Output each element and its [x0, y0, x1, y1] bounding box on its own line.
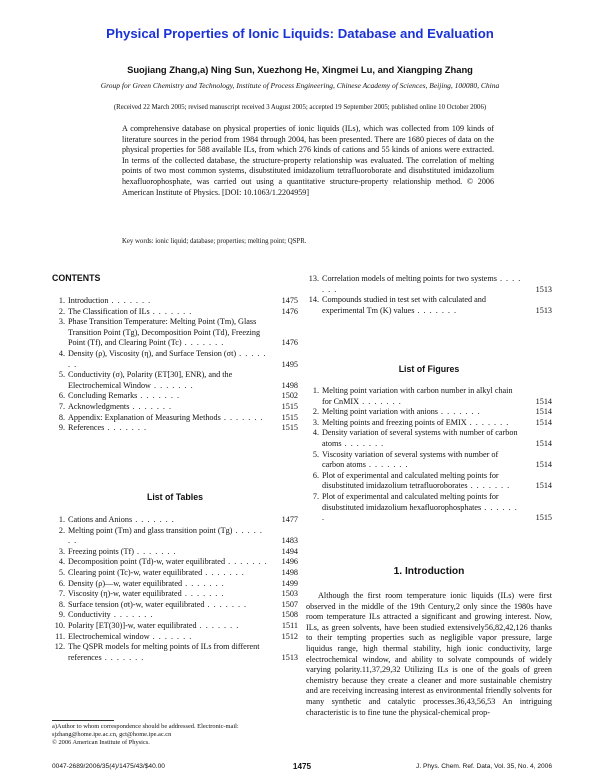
entry-number: 3.: [58, 317, 65, 327]
entry-title: Acknowledgments: [68, 401, 130, 411]
entry-number: 5.: [312, 449, 319, 459]
entry-page: 1512: [281, 631, 298, 641]
dot-leader: . . . . . . .: [322, 274, 522, 294]
entry-page: 1498: [281, 380, 298, 390]
entry-page: 1515: [281, 401, 298, 411]
toc-entry: [52, 349, 298, 370]
entry-page: 1513: [535, 305, 552, 315]
entry-number: 3.: [58, 546, 65, 556]
entry-page: 1514: [535, 481, 552, 491]
entry-title: Melting points and freezing points of EMIX: [322, 417, 467, 427]
dot-leader: . . . . . . .: [132, 515, 175, 524]
toc-entry: [52, 515, 298, 526]
entry-title: Cations and Anions: [68, 515, 133, 524]
entry-title: Melting point (Tm) and glass transition point (Tg): [68, 525, 233, 535]
footer-doi-code: 0047-2689/2006/35(4)/1475/43/$40.00: [52, 763, 165, 770]
entry-number: 7.: [312, 491, 319, 501]
entry-number: 6.: [58, 391, 65, 401]
entry-page: 1514: [535, 396, 552, 406]
author-list: Suojiang Zhang,a) Ning Sun, Xuezhong He, Xingmei Lu, and Xiangping Zhang: [127, 64, 473, 75]
entry-title: Plot of experimental and calculated melting points for disubstituted imidazolium hexafluorophosphates: [322, 491, 499, 512]
toc-entry: [52, 547, 298, 558]
dot-leader: . . . . . . .: [149, 631, 193, 641]
entry-title: Introduction: [68, 296, 109, 305]
entry-number: 5.: [58, 567, 65, 577]
entry-page: 1495: [281, 359, 298, 369]
toc-entry: [52, 632, 298, 643]
entry-number: 8.: [58, 599, 65, 609]
entry-number: 10.: [54, 620, 65, 630]
dot-leader: . . . . . . .: [341, 438, 385, 448]
dot-leader: . . . . . . .: [466, 417, 510, 427]
toc-entry: [52, 402, 298, 413]
entry-title: Viscosity (η)-w, water equilibrated: [68, 589, 182, 599]
entry-title: Appendix: Explanation of Measuring Methods: [68, 412, 221, 422]
entry-page: 1513: [535, 284, 552, 294]
entry-page: 1502: [281, 391, 298, 401]
dot-leader: . . . . . . .: [322, 502, 518, 523]
dot-leader: . . . . . . .: [68, 348, 267, 369]
toc-entry: [52, 526, 298, 547]
toc-entry: [52, 413, 298, 424]
entry-page: 1515: [281, 412, 298, 422]
entry-number: 7.: [58, 589, 65, 599]
toc-entry: [52, 610, 298, 621]
toc-entry: [52, 370, 298, 391]
dot-leader: . . . . . . .: [129, 401, 173, 411]
tables-list: [52, 515, 298, 663]
dot-leader: . . . . . . .: [133, 546, 177, 556]
page-footer: [52, 763, 552, 773]
dot-leader: . . . . . . .: [149, 306, 193, 316]
dot-leader: . . . . . . .: [101, 652, 145, 662]
entry-title: Plot of experimental and calculated melting points for disubstituted imidazolium tetrafluoroborates: [322, 470, 499, 491]
toc-entry: [52, 307, 298, 318]
entry-page: 1514: [535, 417, 552, 427]
entry-title: Clearing point (Tc)-w, water equilibrated: [68, 567, 203, 577]
entry-number: 9.: [58, 423, 65, 433]
dot-leader: . . . . . . .: [220, 412, 264, 422]
toc-entry: [52, 317, 298, 349]
toc-entry: [306, 450, 552, 471]
toc-entry: [52, 391, 298, 402]
entry-title: Melting point variation with carbon number in alkyl chain for CnMIX: [322, 386, 513, 406]
entry-page: 1499: [281, 578, 298, 588]
entry-page: 1476: [281, 338, 298, 348]
entry-number: 7.: [58, 401, 65, 411]
entry-title: The QSPR models for melting points of ILs from different references: [68, 642, 260, 662]
toc-entry: [306, 407, 552, 418]
dot-leader: . . . . . . .: [196, 620, 240, 630]
entry-title: The Classification of ILs: [68, 306, 150, 316]
toc-entry: [52, 423, 298, 434]
entry-number: 2.: [58, 306, 65, 316]
entry-page: 1514: [535, 407, 552, 417]
entry-title: Decomposition point (Td)-w, water equilibrated: [68, 557, 226, 567]
entry-number: 2.: [312, 407, 319, 417]
dot-leader: . . . . . . .: [437, 407, 481, 417]
toc-entry: [52, 589, 298, 600]
dot-leader: . . . . . . .: [365, 460, 409, 470]
toc-entry: [52, 600, 298, 611]
dot-leader: . . . . . . .: [467, 481, 511, 491]
entry-page: 1477: [281, 515, 298, 524]
entry-page: 1514: [535, 460, 552, 470]
entry-number: 3.: [312, 417, 319, 427]
figures-list: [306, 386, 552, 524]
contents-heading: CONTENTS: [52, 273, 101, 283]
entry-number: 1.: [312, 386, 319, 395]
toc-entry: [306, 492, 552, 524]
toc-entry: [52, 296, 298, 307]
affiliation: Group for Green Chemistry and Technology, Institute of Process Engineering, Chinese Academy of Sciences, Beijing, 100080, China: [100, 81, 500, 90]
dot-leader: . . . . . . .: [150, 380, 194, 390]
entry-number: 14.: [308, 295, 319, 305]
entry-title: Melting point variation with anions: [322, 407, 438, 417]
entry-title: Conductivity (σ), Polarity (ET[30], ENR), and the Electrochemical Window: [68, 370, 233, 390]
entry-title: Conductivity: [68, 610, 111, 620]
dot-leader: . . . . . . .: [202, 567, 245, 577]
footnote: [52, 723, 298, 748]
entry-page: 1515: [281, 423, 298, 433]
toc-entry: [306, 418, 552, 429]
entry-title: References: [68, 423, 105, 433]
entry-title: Polarity [ET(30)]-w, water equilibrated: [68, 620, 197, 630]
entry-page: 1508: [281, 610, 298, 620]
entry-page: 1507: [281, 599, 298, 609]
entry-number: 1.: [58, 515, 65, 524]
dot-leader: . . . . . . .: [110, 610, 154, 620]
entry-title: Density (ρ)—w, water equilibrated: [68, 578, 183, 588]
entry-number: 13.: [308, 274, 319, 283]
entry-title: Density (ρ), Viscosity (η), and Surface Tension (σt): [68, 348, 237, 358]
entry-title: Correlation models of melting points for two systems: [322, 274, 497, 283]
entry-number: 4.: [58, 348, 65, 358]
entry-page: 1515: [535, 513, 552, 523]
entry-page: 1476: [281, 306, 298, 316]
entry-page: 1483: [281, 536, 298, 546]
entry-page: 1494: [281, 546, 298, 556]
dot-leader: . . . . . . .: [108, 296, 152, 305]
entry-title: Density variation of several systems with number of carbon atoms: [322, 428, 518, 448]
introduction-heading: 1. Introduction: [393, 566, 465, 577]
dot-leader: . . . . . . .: [137, 391, 181, 401]
footnote-rule: [52, 720, 114, 721]
entry-title: Electrochemical window: [68, 631, 150, 641]
dot-leader: . . . . . . .: [104, 423, 148, 433]
toc-entry: [306, 428, 552, 449]
corresponding-author-note: a)Author to whom correspondence should be addressed. Electronic-mail: sjzhang@home.ipe.ac.cn, gct@home.ipe.ac.cn: [52, 723, 239, 739]
introduction-body: [306, 591, 552, 718]
entry-number: 6.: [58, 578, 65, 588]
entry-number: 12.: [54, 642, 65, 652]
entry-number: 6.: [312, 470, 319, 480]
dot-leader: . . . . . . .: [182, 578, 225, 588]
keywords: Key words: ionic liquid; database; properties; melting point; QSPR.: [122, 238, 307, 245]
toc-entry: [52, 568, 298, 579]
entry-page: 1475: [281, 296, 298, 305]
toc-entry: [306, 274, 552, 295]
entry-page: 1514: [535, 438, 552, 448]
entry-page: 1503: [281, 589, 298, 599]
tables-list-continued: [306, 274, 552, 316]
dot-leader: . . . . . . .: [225, 557, 268, 567]
entry-title: Concluding Remarks: [68, 391, 138, 401]
dot-leader: . . . . . . .: [359, 396, 402, 406]
entry-number: 8.: [58, 412, 65, 422]
toc-entry: [306, 471, 552, 492]
dot-leader: . . . . . . .: [204, 599, 248, 609]
abstract: A comprehensive database on physical properties of ionic liquids (ILs), which was collected from 109 kinds of literature sources in the period from 1984 through 2004, has been presented. There are 1680 pieces of data on the physical properties for 588 available ILs, from which 276 kinds of cations and 55 kinds of anions were extracted. In terms of the collected database, the structure-property relationship was evaluated. The correlation of melting points of two most common systems, disubstituted imidazolium tetrafluoroborate and disubstituted imidazolium hexafluorophosphate, was carried out using a quantitative structure-property relationship method. © 2006 American Institute of Physics. [DOI: 10.1063/1.2204959]: [122, 124, 494, 197]
entry-title: Viscosity variation of several systems with number of carbon atoms: [322, 449, 499, 470]
entry-number: 11.: [55, 631, 65, 641]
entry-page: 1496: [281, 557, 298, 567]
dot-leader: . . . . . . .: [68, 525, 263, 546]
dot-leader: . . . . . . .: [414, 305, 458, 315]
entry-title: Phase Transition Temperature: Melting Point (Tm), Glass Transition Point (Tg), Decomposition Point (Td), Freezing Point (Tf), and Clearing Point (Tc): [68, 317, 261, 348]
introduction-paragraph: Although the first room temperature ionic liquids (ILs) were first observed in the middle of the 19th Century,2 only since the 1980s have room temperature ILs attracted a significant and growing interest. Now, ILs, as green solvents, have been studied extensively56,82,42,126 thanks to their tempting properties such as negligible vapor pressure, large liquidus range, high thermal stability, high ionic conductivity, large electrochemical window, and ability to solvate compounds of widely varying polarity.11,37,29,32 Utilizing ILs is one of the goals of green chemistry because they create a cleaner and more sustainable chemistry and are receiving increasing interest as environmental friendly solvents for many synthetic and catalytic processes.36,43,56,53 An intriguing characteristic is to fine tune the physical-chemical prop-: [306, 591, 552, 717]
toc-entry: [52, 557, 298, 568]
received-dates: (Received 22 March 2005; revised manuscript received 3 August 2005; accepted 19 September 2005; published online 10 October 2006): [113, 104, 487, 111]
page-number: 1475: [292, 762, 312, 771]
entry-number: 4.: [58, 557, 65, 567]
journal-citation: J. Phys. Chem. Ref. Data, Vol. 35, No. 4, 2006: [416, 763, 552, 770]
toc-entry: [306, 386, 552, 407]
figures-heading: List of Figures: [398, 364, 460, 374]
entry-number: 5.: [58, 370, 65, 380]
toc-entry: [306, 295, 552, 316]
paper-title: Physical Properties of Ionic Liquids: Database and Evaluation: [106, 26, 494, 41]
entry-page: 1498: [281, 567, 298, 577]
contents-list: [52, 296, 298, 434]
entry-number: 2.: [58, 525, 65, 535]
entry-number: 1.: [58, 296, 65, 305]
copyright-note: © 2006 American Institute of Physics.: [52, 739, 150, 747]
entry-number: 9.: [58, 610, 65, 620]
entry-number: 4.: [312, 428, 319, 438]
dot-leader: . . . . . . .: [181, 338, 225, 348]
toc-entry: [52, 642, 298, 663]
tables-heading: List of Tables: [146, 492, 204, 502]
entry-title: Compounds studied in test set with calculated and experimental Tm (K) values: [322, 295, 486, 315]
entry-title: Freezing points (Tf): [68, 546, 134, 556]
entry-page: 1513: [281, 652, 298, 662]
toc-entry: [52, 579, 298, 590]
entry-page: 1511: [281, 620, 298, 630]
dot-leader: . . . . . . .: [181, 589, 225, 599]
toc-entry: [52, 621, 298, 632]
entry-title: Surface tension (σt)-w, water equilibrated: [68, 599, 205, 609]
